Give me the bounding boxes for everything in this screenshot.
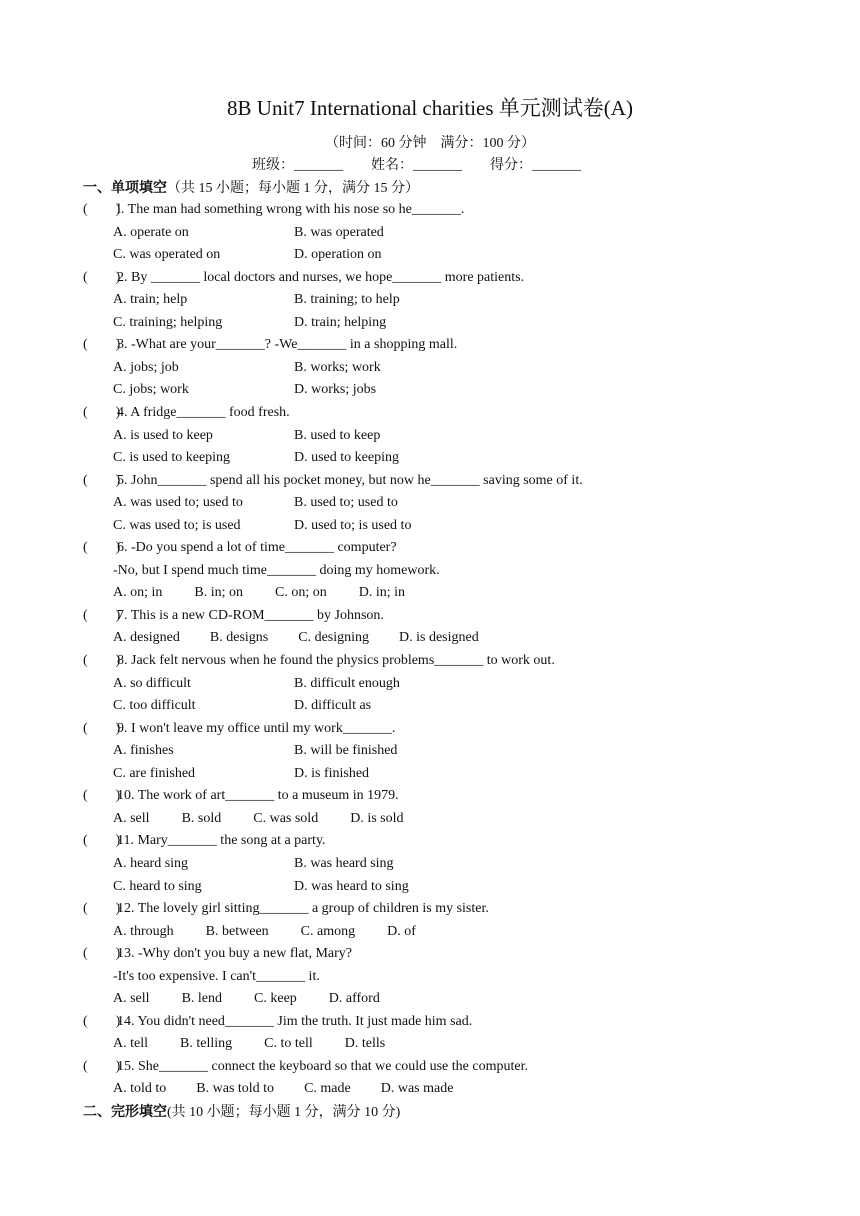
option-c[interactable]: C. training; helping: [113, 314, 223, 330]
option-row: [113, 923, 416, 941]
option-c[interactable]: C. was used to; is used: [113, 517, 241, 533]
option-c[interactable]: C. keep: [254, 991, 297, 1007]
section-2-note: (共 10 小题；每小题 1 分，满分 10 分): [167, 1105, 401, 1120]
option-d[interactable]: D. is sold: [350, 810, 404, 826]
option-b[interactable]: B. in; on: [194, 585, 244, 601]
option-d[interactable]: D. is finished: [294, 765, 370, 781]
option-b[interactable]: B. designs: [209, 630, 269, 646]
option-d[interactable]: D. used to; is used to: [294, 517, 412, 533]
answer-blank[interactable]: ( ): [83, 404, 121, 420]
option-row: [113, 1035, 385, 1053]
section-1-note: （共 15 小题；每小题 1 分，满分 15 分）: [167, 181, 419, 196]
option-a[interactable]: A. designed: [113, 630, 180, 646]
option-a[interactable]: A. tell: [113, 1036, 148, 1052]
answer-blank[interactable]: ( ): [83, 653, 121, 668]
option-b[interactable]: B. telling: [180, 1036, 233, 1052]
option-a[interactable]: A. operate on: [113, 224, 189, 240]
option-row: [113, 629, 479, 647]
question-stem: 9. I won't leave my office until my work_______.: [117, 720, 396, 736]
answer-blank[interactable]: ( ): [83, 472, 121, 488]
question-stem: 10. The work of art_______ to a museum in 1979.: [117, 788, 399, 804]
option-d[interactable]: D. of: [387, 923, 416, 939]
option-a[interactable]: A. train; help: [113, 292, 188, 308]
answer-blank[interactable]: ( ): [83, 720, 121, 736]
option-c[interactable]: C. to tell: [264, 1036, 313, 1052]
option-b[interactable]: B. difficult enough: [294, 675, 400, 691]
answer-blank[interactable]: ( ): [83, 1058, 121, 1074]
question-stem: 8. Jack felt nervous when he found the physics problems_______ to work out.: [117, 653, 555, 668]
option-c[interactable]: C. designing: [298, 630, 370, 646]
question-stem: 3. -What are your_______? -We_______ in a shopping mall.: [117, 337, 458, 353]
option-a[interactable]: A. told to: [113, 1081, 167, 1097]
option-c[interactable]: C. heard to sing: [113, 878, 202, 894]
name-field: 姓名：_______: [371, 158, 462, 173]
option-c[interactable]: C. was operated on: [113, 247, 221, 263]
option-d[interactable]: D. afford: [328, 991, 380, 1007]
option-b[interactable]: B. was heard sing: [294, 855, 394, 871]
question-stem: 14. You didn't need_______ Jim the truth. It just made him sad.: [117, 1013, 473, 1029]
option-d[interactable]: D. tells: [344, 1036, 386, 1052]
question-stem: 13. -Why don't you buy a new flat, Mary?: [117, 946, 353, 962]
section-1-title: 一、单项填空: [83, 181, 167, 196]
question-stem: l. The man had something wrong with his nose so he_______.: [117, 202, 465, 217]
option-a[interactable]: A. jobs; job: [113, 359, 179, 375]
option-c[interactable]: C. among: [300, 923, 356, 939]
question-stem: 2. By _______ local doctors and nurses, we hope_______ more patients.: [117, 269, 525, 285]
section-2-title: 二、完形填空: [83, 1105, 167, 1120]
question-stem: 7. This is a new CD-ROM_______ by Johnson.: [117, 607, 384, 623]
option-d[interactable]: D. in; in: [358, 585, 406, 601]
option-c[interactable]: C. too difficult: [113, 698, 196, 714]
question-stem-line-2: -No, but I spend much time_______ doing my homework.: [113, 562, 440, 578]
option-d[interactable]: D. difficult as: [294, 698, 372, 714]
section-2-heading: [83, 1101, 400, 1121]
option-b[interactable]: B. works; work: [294, 359, 381, 375]
option-a[interactable]: A. finishes: [113, 743, 174, 759]
option-d[interactable]: D. used to keeping: [294, 450, 399, 466]
answer-blank[interactable]: ( ): [83, 1013, 121, 1029]
option-row: [113, 810, 404, 828]
option-b[interactable]: B. will be finished: [294, 743, 398, 759]
option-c[interactable]: C. on; on: [275, 585, 327, 601]
answer-blank[interactable]: ( ): [83, 607, 121, 623]
option-c[interactable]: C. is used to keeping: [113, 450, 231, 466]
exam-title: 8B Unit7 International charities 单元测试卷(A): [227, 96, 633, 120]
question-stem: 6. -Do you spend a lot of time_______ computer?: [117, 540, 397, 556]
option-a[interactable]: A. on; in: [113, 585, 163, 601]
option-a[interactable]: A. is used to keep: [113, 427, 213, 443]
option-b[interactable]: B. used to; used to: [294, 495, 398, 511]
option-c[interactable]: C. are finished: [113, 765, 196, 781]
option-row: [113, 584, 405, 602]
question-stem: 11. Mary_______ the song at a party.: [117, 833, 326, 849]
option-b[interactable]: B. between: [205, 923, 269, 939]
class-field: 班级：_______: [252, 158, 343, 173]
question-stem: 4. A fridge_______ food fresh.: [117, 404, 290, 420]
question-stem: 12. The lovely girl sitting_______ a group of children is my sister.: [117, 901, 489, 917]
option-d[interactable]: D. was made: [380, 1081, 454, 1097]
question-stem: 5. John_______ spend all his pocket money, but now he_______ saving some of it.: [117, 472, 583, 488]
answer-blank[interactable]: ( ): [83, 337, 121, 353]
option-a[interactable]: A. heard sing: [113, 855, 189, 871]
question-stem: 15. She_______ connect the keyboard so that we could use the computer.: [117, 1058, 528, 1074]
option-c[interactable]: C. made: [304, 1081, 351, 1097]
answer-blank[interactable]: ( ): [83, 833, 121, 849]
option-d[interactable]: D. is designed: [399, 630, 479, 646]
student-info-line: [252, 154, 581, 174]
option-row: [113, 990, 380, 1008]
option-a[interactable]: A. so difficult: [113, 675, 191, 691]
exam-time-score: （时间：60 分钟 满分：100 分）: [325, 136, 535, 151]
answer-blank[interactable]: ( ): [83, 269, 121, 285]
option-c[interactable]: C. jobs; work: [113, 382, 189, 398]
answer-blank[interactable]: ( ): [83, 788, 121, 804]
option-d[interactable]: D. train; helping: [294, 314, 387, 330]
question-stem-line-2: -It's too expensive. I can't_______ it.: [113, 968, 320, 984]
answer-blank[interactable]: ( ): [83, 946, 121, 962]
option-a[interactable]: A. sell: [113, 991, 150, 1007]
option-a[interactable]: A. sell: [113, 810, 150, 826]
option-d[interactable]: D. was heard to sing: [294, 878, 409, 894]
answer-blank[interactable]: ( ): [83, 901, 121, 917]
option-d[interactable]: D. operation on: [294, 247, 382, 263]
option-b[interactable]: B. training; to help: [294, 292, 400, 308]
option-b[interactable]: B. was operated: [294, 224, 384, 240]
option-c[interactable]: C. was sold: [253, 810, 319, 826]
option-row: [113, 1080, 453, 1098]
section-1-heading: [83, 177, 419, 197]
option-d[interactable]: D. works; jobs: [294, 382, 377, 398]
option-b[interactable]: B. lend: [181, 991, 223, 1007]
option-a[interactable]: A. through: [113, 923, 174, 939]
option-b[interactable]: B. was told to: [196, 1081, 275, 1097]
option-a[interactable]: A. was used to; used to: [113, 495, 243, 511]
score-field: 得分：_______: [490, 158, 581, 173]
option-b[interactable]: B. used to keep: [294, 427, 381, 443]
answer-blank[interactable]: ( ): [83, 202, 121, 217]
answer-blank[interactable]: ( ): [83, 540, 121, 556]
option-b[interactable]: B. sold: [181, 810, 222, 826]
